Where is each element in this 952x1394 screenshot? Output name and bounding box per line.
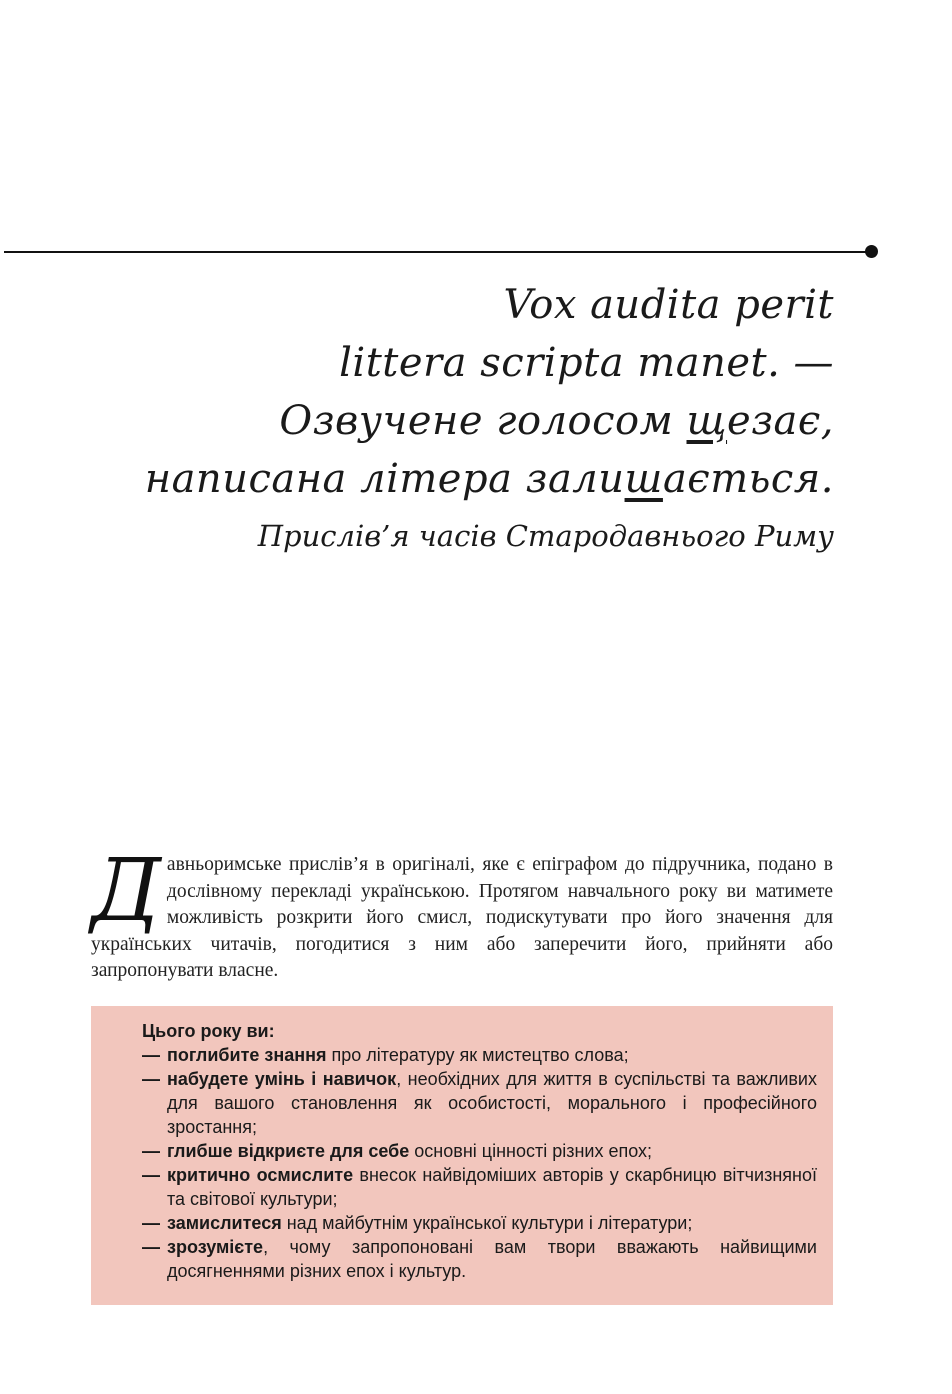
goal-item: — глибше відкриєте для себе основні цінності різних епох; (142, 1139, 817, 1163)
decorative-rule (4, 251, 870, 253)
goals-box (91, 1006, 833, 1305)
epigraph-latin-line-2: littera scripta manet. — (339, 340, 834, 386)
rule-end-dot (865, 245, 878, 258)
goal-item: — зрозумієте, чому запропоновані вам твори вважають найвищими досягненнями різних епох і культур. (142, 1235, 817, 1283)
goal-item: — критично осмислите внесок найвідоміших авторів у скарбницю вітчизняної та світової культури; (142, 1163, 817, 1211)
epigraph-latin-line-1: Vox audita perit (503, 282, 834, 328)
goal-item: — поглибите знання про літературу як мистецтво слова; (142, 1043, 817, 1067)
goal-item: — набудете умінь і навичок, необхідних для життя в суспільстві та важливих для вашого становлення як особистості, морального і професійного зростання; (142, 1067, 817, 1139)
epigraph-translation-line-2: написана літера залишається. (144, 456, 834, 502)
intro-paragraph (91, 841, 833, 985)
goals-list (142, 1043, 817, 1283)
epigraph-source: Прислів’я часів Стародавнього Риму (257, 519, 834, 553)
epigraph-translation-line-1: Озвучене голосом щезає, (279, 398, 834, 444)
goal-item: — замислитеся над майбутнім української культури і літератури; (142, 1211, 817, 1235)
intro-text: авньоримське прислів’я в оригіналі, яке є епіграфом до підручника, подано в дослівному перекладі українською. Протягом навчального року ви матимете можливість розкрити його смисл, подискутувати про його значення для українських читачів, погодитися з ним або заперечити його, прийняти або запропонувати власне. (91, 854, 833, 981)
goals-heading: Цього року ви: (142, 1021, 275, 1041)
drop-cap: Д (91, 841, 161, 941)
epigraph (74, 276, 834, 556)
